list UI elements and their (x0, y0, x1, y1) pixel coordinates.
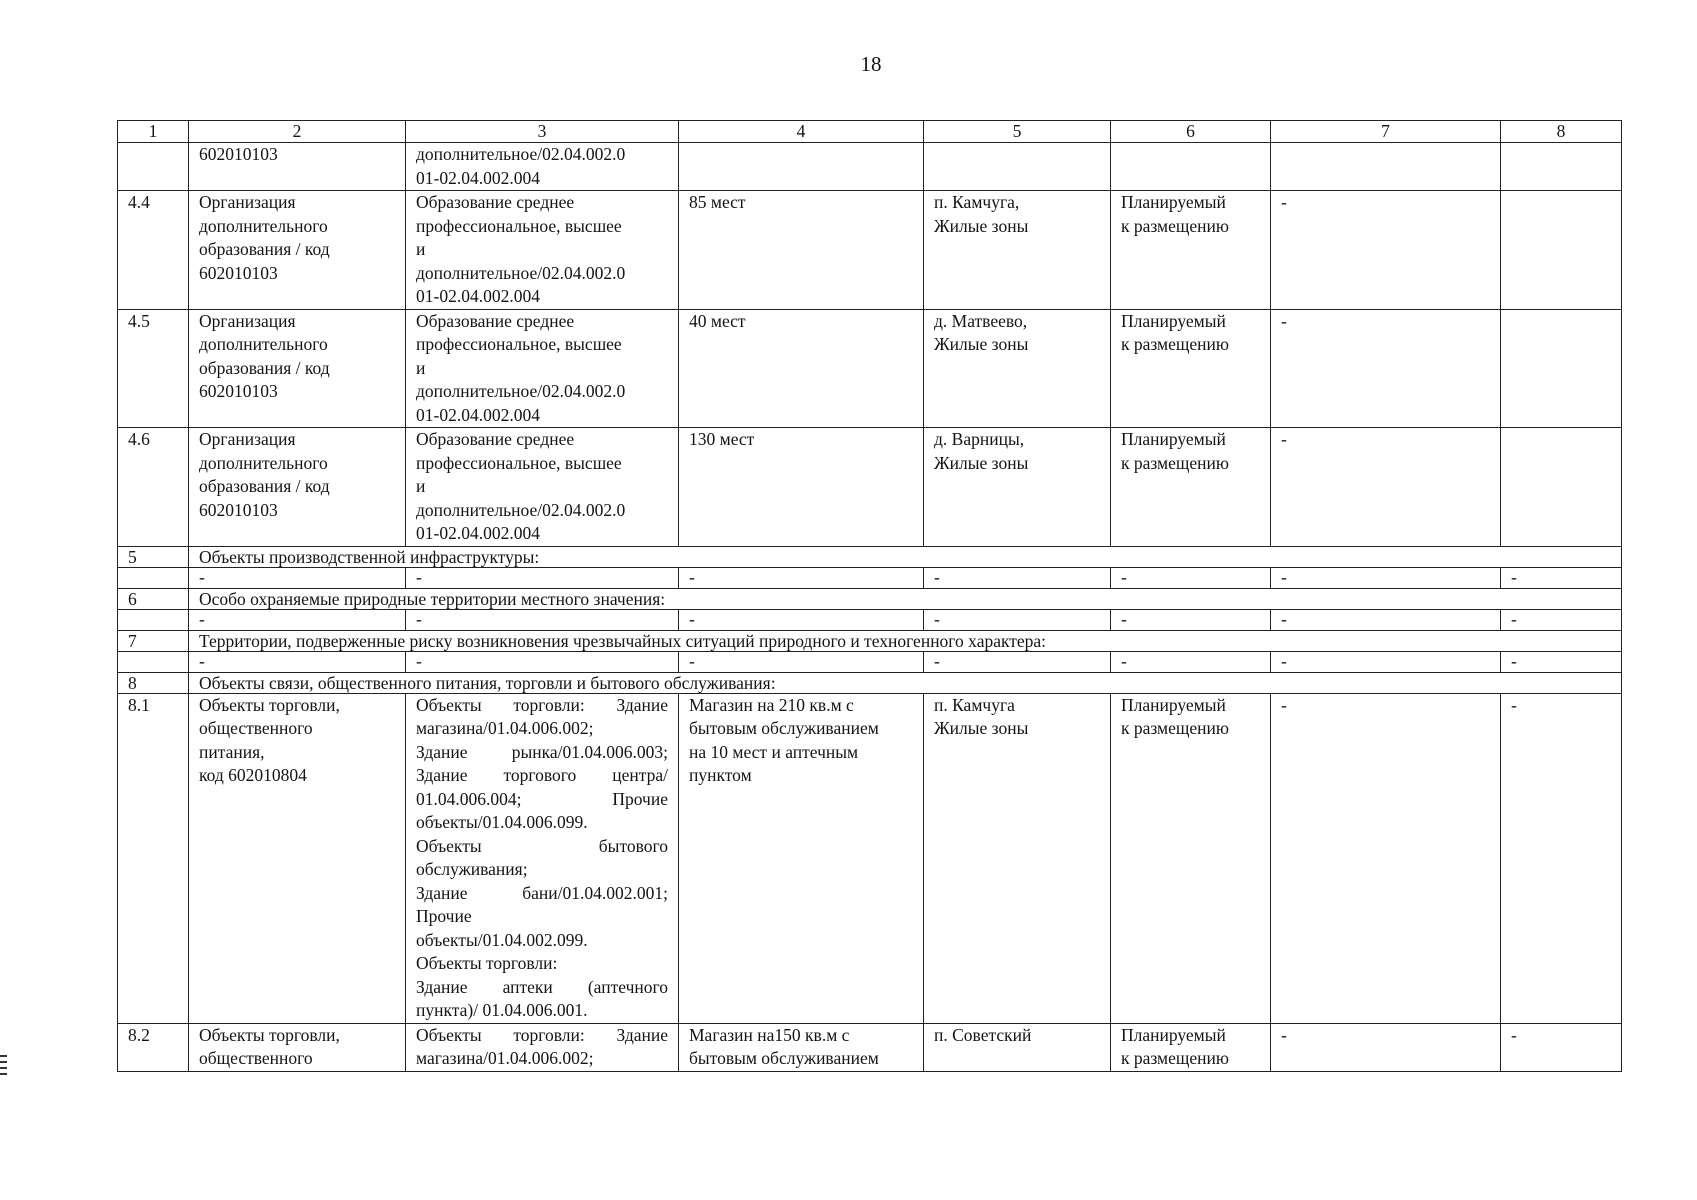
cell-text: обслуживания; (416, 859, 528, 879)
dash-cell-3: - (406, 651, 679, 672)
location-cell (924, 693, 1111, 1023)
cell-text: общественного (199, 718, 313, 738)
dash-cell-8: - (1501, 567, 1622, 588)
cell-text: Здание рынка/01.04.006.003; (416, 741, 668, 762)
cell-text: п. Камчуга (934, 694, 1015, 715)
cell-text: Планируемый (1121, 429, 1226, 449)
row-number-cell (118, 143, 189, 191)
cell-text: образования / код (199, 239, 330, 259)
section-title-cell: Объекты связи, общественного питания, торговли и бытового обслуживания: (189, 672, 1622, 693)
location-cell (924, 428, 1111, 547)
cell-text: магазина/01.04.006.002; (416, 718, 594, 738)
cell-text: к размещению (1121, 215, 1229, 236)
dash-cell-1 (118, 567, 189, 588)
status-cell (1111, 428, 1271, 547)
section-row (118, 588, 1622, 609)
cell-text: Магазин на 210 кв.м с (689, 694, 854, 715)
dash-cell-7: - (1271, 567, 1501, 588)
dash-cell-3: - (406, 567, 679, 588)
planning-objects-table (117, 120, 1622, 1072)
cell-text: Объекты торговли: Здание (416, 694, 668, 715)
cell-text: 85 мест (689, 192, 746, 212)
cell-text: к размещению (1121, 452, 1229, 473)
dash-cell-2: - (189, 651, 406, 672)
object-name-cell (189, 191, 406, 310)
dash-cell-7: - (1271, 651, 1501, 672)
section-title-cell: Территории, подверженные риску возникновения чрезвычайных ситуаций природного и техногенного характера: (189, 630, 1622, 651)
zone-cell: - (1271, 428, 1501, 547)
cell-text: и (416, 239, 426, 259)
cell-text: Планируемый (1121, 1024, 1226, 1045)
cell-text: бытовым обслуживанием (689, 718, 879, 738)
section-number-cell: 5 (118, 546, 189, 567)
capacity-cell (679, 428, 924, 547)
section-number-cell: 6 (118, 588, 189, 609)
cell-text: образования / код (199, 357, 330, 378)
cell-text: Жилые зоны (934, 215, 1029, 236)
section-row (118, 546, 1622, 567)
section-row (118, 630, 1622, 651)
page-number: 18 (860, 52, 882, 76)
dash-cell-7: - (1271, 609, 1501, 630)
cell-text: Организация (199, 429, 296, 449)
object-name-cell (189, 1023, 406, 1071)
status-cell (1111, 1023, 1271, 1071)
table-row (118, 428, 1622, 547)
cell-text: Жилые зоны (934, 718, 1029, 738)
object-name-cell (189, 693, 406, 1023)
cell-text: дополнительного (199, 334, 328, 354)
location-cell (924, 1023, 1111, 1071)
section-row (118, 672, 1622, 693)
cell-text: Объекты торговли, (199, 694, 340, 715)
dash-cell-1 (118, 609, 189, 630)
dash-cell-2: - (189, 609, 406, 630)
cell-text: дополнительное/02.04.002.0 (416, 144, 626, 164)
header-cell-7: 7 (1271, 121, 1501, 143)
table-row-continuation (118, 143, 1622, 191)
purpose-cell (406, 693, 679, 1023)
cell-text: и (416, 476, 426, 496)
cell-text: Здание торгового центра/ (416, 765, 668, 785)
cell-text: п. Советский (934, 1024, 1032, 1045)
cell-text: Объекты торговли: (416, 953, 558, 973)
cell-text: к размещению (1121, 1048, 1229, 1068)
header-cell-5: 5 (924, 121, 1111, 143)
object-name-cell (189, 143, 406, 191)
header-cell-6: 6 (1111, 121, 1271, 143)
dash-row (118, 567, 1622, 588)
row-number-cell: 8.2 (118, 1023, 189, 1071)
header-cell-1: 1 (118, 121, 189, 143)
dash-cell-8: - (1501, 651, 1622, 672)
cell-text: 130 мест (689, 429, 755, 449)
cell-text: дополнительное/02.04.002.0 (416, 381, 626, 401)
cell-text: профессиональное, высшее (416, 334, 622, 354)
cell-text: объекты/01.04.002.099. (416, 929, 588, 950)
status-cell (1111, 693, 1271, 1023)
cell-text: 01-02.04.002.004 (416, 286, 540, 306)
note-cell: - (1501, 1023, 1622, 1071)
cell-text: д. Матвеево, (934, 310, 1028, 331)
row-number-cell: 4.4 (118, 191, 189, 310)
dash-cell-6: - (1111, 567, 1271, 588)
cell-text: Магазин на150 кв.м с (689, 1024, 850, 1045)
cell-text: 01-02.04.002.004 (416, 523, 540, 543)
cell-text: Образование среднее (416, 192, 575, 212)
cell-text: и (416, 357, 426, 378)
cell-text: Объекты торговли: Здание (416, 1024, 668, 1045)
cell-text: Образование среднее (416, 310, 575, 331)
cell-text: к размещению (1121, 334, 1229, 354)
status-cell (1111, 309, 1271, 428)
section-title-cell: Особо охраняемые природные территории местного значения: (189, 588, 1622, 609)
section-number-cell: 8 (118, 672, 189, 693)
cell-text: 01-02.04.002.004 (416, 404, 540, 425)
cell-text: дополнительного (199, 452, 328, 473)
cell-text: код 602010804 (199, 765, 307, 785)
cell-text: Организация (199, 192, 296, 212)
row-number-cell: 8.1 (118, 693, 189, 1023)
capacity-cell (679, 693, 924, 1023)
cell-text: Жилые зоны (934, 334, 1029, 354)
table-row (118, 693, 1622, 1023)
cell-text: Прочие (416, 906, 472, 926)
zone-cell: - (1271, 693, 1501, 1023)
cell-text: дополнительное/02.04.002.0 (416, 262, 626, 283)
cell-text: общественного (199, 1048, 313, 1068)
cell-text: Организация (199, 310, 296, 331)
table-row (118, 191, 1622, 310)
purpose-cell (406, 428, 679, 547)
purpose-cell (406, 1023, 679, 1071)
cell-text: пунктом (689, 765, 752, 785)
cell-text: магазина/01.04.006.002; (416, 1048, 594, 1068)
object-name-cell (189, 309, 406, 428)
cell-text: Планируемый (1121, 694, 1226, 715)
cell-text: 602010103 (199, 381, 278, 401)
header-cell-3: 3 (406, 121, 679, 143)
dash-cell-5: - (924, 609, 1111, 630)
cell-text: объекты/01.04.006.099. (416, 812, 588, 832)
section-number-cell: 7 (118, 630, 189, 651)
dash-cell-5: - (924, 567, 1111, 588)
table-row (118, 309, 1622, 428)
dash-cell-2: - (189, 567, 406, 588)
capacity-cell (679, 309, 924, 428)
empty-cell-4 (679, 143, 924, 191)
cell-text: д. Варницы, (934, 429, 1025, 449)
note-cell (1501, 309, 1622, 428)
cell-text: 01.04.006.004; Прочие (416, 788, 668, 809)
cell-text: п. Камчуга, (934, 192, 1020, 212)
cell-text: 01-02.04.002.004 (416, 167, 540, 188)
empty-cell-5 (924, 143, 1111, 191)
cell-text: профессиональное, высшее (416, 215, 622, 236)
cell-text: Планируемый (1121, 192, 1226, 212)
purpose-cell (406, 191, 679, 310)
empty-cell-6 (1111, 143, 1271, 191)
section-title-cell: Объекты производственной инфраструктуры: (189, 546, 1622, 567)
cell-text: Здание бани/01.04.002.001; (416, 882, 668, 903)
cell-text: Планируемый (1121, 310, 1226, 331)
dash-cell-4: - (679, 567, 924, 588)
cell-text: Объекты торговли, (199, 1024, 340, 1045)
header-cell-4: 4 (679, 121, 924, 143)
dash-row (118, 651, 1622, 672)
zone-cell: - (1271, 309, 1501, 428)
cell-text: образования / код (199, 476, 330, 496)
row-number-cell: 4.6 (118, 428, 189, 547)
note-cell (1501, 428, 1622, 547)
cell-text: на 10 мест и аптечным (689, 741, 859, 762)
cell-text: дополнительного (199, 215, 328, 236)
zone-cell: - (1271, 1023, 1501, 1071)
note-cell: - (1501, 693, 1622, 1023)
zone-cell: - (1271, 191, 1501, 310)
dash-cell-4: - (679, 609, 924, 630)
cell-text: 40 мест (689, 310, 746, 331)
header-cell-2: 2 (189, 121, 406, 143)
cell-text: дополнительное/02.04.002.0 (416, 499, 626, 520)
cell-text: профессиональное, высшее (416, 452, 622, 473)
cell-text: Здание аптеки (аптечного (416, 976, 668, 997)
cell-text: Жилые зоны (934, 452, 1029, 473)
cell-text: 602010103 (199, 262, 278, 283)
dash-row (118, 609, 1622, 630)
status-cell (1111, 191, 1271, 310)
cell-text: питания, (199, 741, 265, 762)
purpose-cell (406, 309, 679, 428)
margin-marks (0, 1055, 8, 1079)
empty-cell-7 (1271, 143, 1501, 191)
dash-cell-6: - (1111, 609, 1271, 630)
cell-text: пункта)/ 01.04.006.001. (416, 1000, 588, 1020)
location-cell (924, 191, 1111, 310)
dash-cell-4: - (679, 651, 924, 672)
cell-text: бытовым обслуживанием (689, 1048, 879, 1068)
cell-text: Объекты бытового (416, 835, 668, 856)
cell-text: 602010103 (199, 499, 278, 520)
cell-text: 602010103 (199, 144, 278, 164)
header-row (118, 121, 1622, 143)
table-row (118, 1023, 1622, 1071)
capacity-cell (679, 191, 924, 310)
dash-cell-5: - (924, 651, 1111, 672)
location-cell (924, 309, 1111, 428)
dash-cell-3: - (406, 609, 679, 630)
capacity-cell (679, 1023, 924, 1071)
cell-text: к размещению (1121, 718, 1229, 738)
dash-cell-8: - (1501, 609, 1622, 630)
dash-cell-6: - (1111, 651, 1271, 672)
row-number-cell: 4.5 (118, 309, 189, 428)
empty-cell-8 (1501, 143, 1622, 191)
note-cell (1501, 191, 1622, 310)
header-cell-8: 8 (1501, 121, 1622, 143)
dash-cell-1 (118, 651, 189, 672)
object-name-cell (189, 428, 406, 547)
cell-text: Образование среднее (416, 429, 575, 449)
purpose-cell (406, 143, 679, 191)
